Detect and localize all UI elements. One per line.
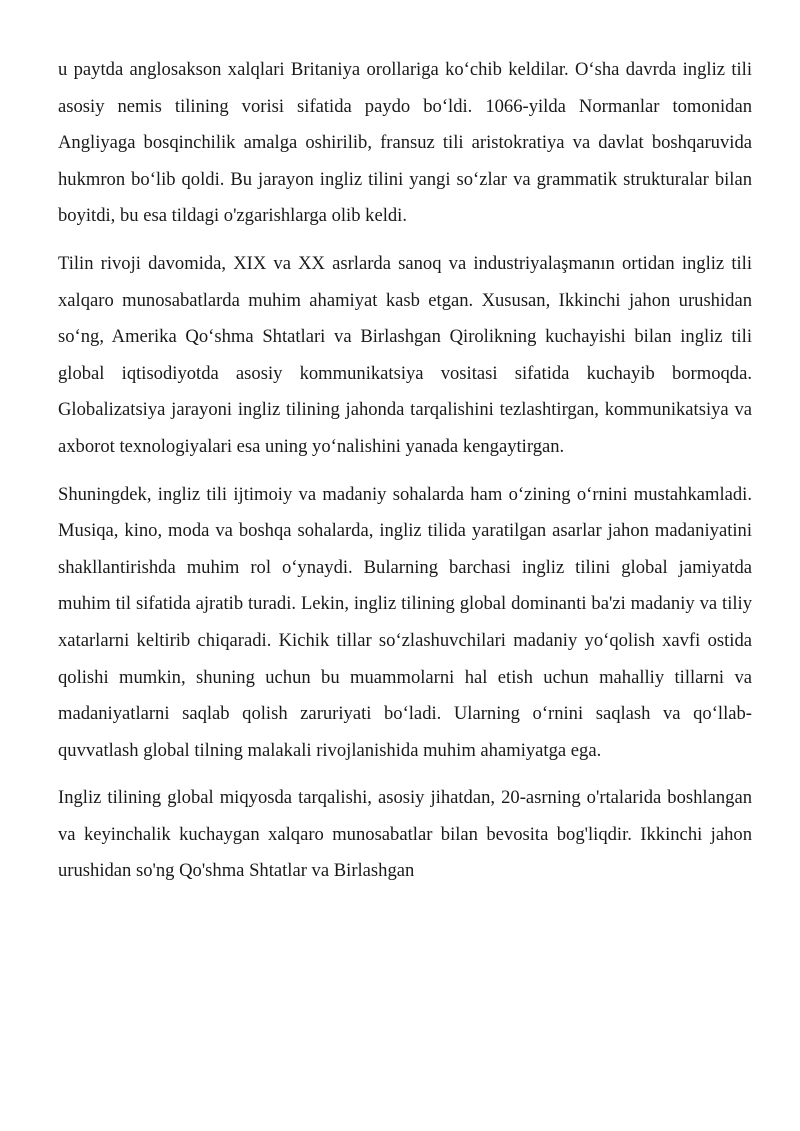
paragraph-4: Ingliz tilining global miqyosda tarqalishi, asosiy jihatdan, 20-asrning o'rtalarida boshlangan va keyinchalik kuchaygan xalqaro munosabatlar bilan bevosita bog'liqdir. Ikkinchi jahon urushidan so'ng Qo'shma Shtatlar va Birlashgan: [58, 787, 752, 882]
paragraph-2: Tilin rivoji davomida, XIX va XX asrlarda sanoq va industriyalaşmanın ortidan ingliz tili xalqaro munosabatlarda muhim ahamiyat kasb etgan. Xususan, Ikkinchi jahon urushidan so‘ng, Amerika Qo‘shma Shtatlari va Birlashgan Qirolikning kuchayishi bilan ingliz tili global iqtisodiyotda asosiy kommunikatsiya vositasi sifatida kuchayib bormoqda. Globalizatsiya jarayoni ingliz tilining jahonda tarqalishini tezlashtirgan, kommunikatsiya va axborot texnologiyalari esa uning yo‘nalishini yanada kengaytirgan.: [58, 252, 752, 457]
paragraph-1: u paytda anglosakson xalqlari Britaniya orollariga ko‘chib keldilar. O‘sha davrda ingliz tili asosiy nemis tilining vorisi sifatida paydo bo‘ldi. 1066-yilda Normanlar tomonidan Angliyaga bosqinchilik amalga oshirilib, fransuz tili aristokratiya va davlat boshqaruvida hukmron bo‘lib qoldi. Bu jarayon ingliz tilini yangi so‘zlar va grammatik strukturalar bilan boyitdi, bu esa tildagi o'zgarishlarga olib keldi.: [58, 59, 752, 227]
paragraph-3: Shuningdek, ingliz tili ijtimoiy va madaniy sohalarda ham o‘zining o‘rnini mustahkamladi. Musiqa, kino, moda va boshqa sohalarda, ingliz tilida yaratilgan asarlar jahon madaniyatini shakllantirishda muhim rol o‘ynaydi. Bularning barchasi ingliz tilini global jamiyatda muhim til sifatida ajratib turadi. Lekin, ingliz tilining global dominanti ba'zi madaniy va tiliy xatarlarni keltirib chiqaradi. Kichik tillar so‘zlashuvchilari madaniy yo‘qolish xavfi ostida qolishi mumkin, shuning uchun bu muammolarni hal etish uchun mahalliy tillarni va madaniyatlarni saqlab qolish zaruriyati bo‘ladi. Ularning o‘rnini saqlash va qo‘llab-quvvatlash global tilning malakali rivojlanishida muhim ahamiyatga ega.: [58, 483, 752, 761]
document-page: [58, 52, 752, 901]
